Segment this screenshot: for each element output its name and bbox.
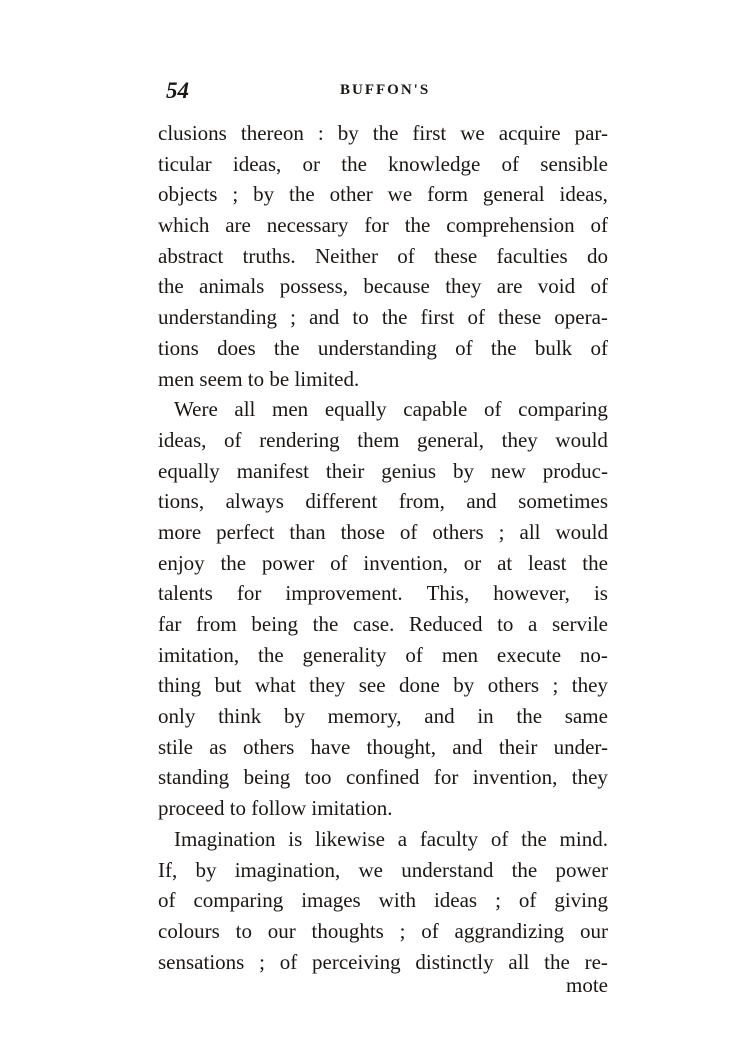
word: animals <box>199 274 265 299</box>
word: necessary <box>266 213 349 238</box>
word: of <box>397 243 415 268</box>
word: to <box>352 305 369 330</box>
word: produc- <box>542 458 608 483</box>
word: does <box>217 335 256 360</box>
word: the <box>404 213 431 238</box>
word: ; <box>232 182 239 207</box>
text-line <box>158 210 608 241</box>
word: in <box>477 704 494 729</box>
text-line <box>158 793 608 824</box>
word: the <box>341 151 367 176</box>
word: ideas, <box>158 427 207 452</box>
word: our <box>579 918 608 943</box>
word: enjoy <box>158 550 205 575</box>
word: understanding <box>158 305 277 330</box>
word: they <box>571 673 608 698</box>
word: is <box>593 581 608 606</box>
text-line <box>158 762 608 793</box>
word: sometimes <box>518 489 608 514</box>
page-number: 54 <box>166 78 189 103</box>
word: men <box>272 397 309 422</box>
word: thought, <box>366 734 436 759</box>
word: Imagination <box>174 826 276 851</box>
text-line <box>158 179 608 210</box>
word: of <box>158 888 176 913</box>
word: of <box>330 550 348 575</box>
word: form <box>427 182 468 207</box>
word: capable <box>403 397 468 422</box>
word: clusions <box>158 121 227 145</box>
word: they <box>309 673 346 698</box>
word: and <box>308 305 340 330</box>
text-line <box>158 855 608 886</box>
text-line <box>158 302 608 333</box>
word: them <box>357 427 400 452</box>
running-head: BUFFON'S <box>340 82 431 98</box>
word: under- <box>553 734 608 759</box>
word: the <box>511 857 538 882</box>
word: done <box>399 673 440 698</box>
word: of <box>455 335 473 360</box>
word: acquire <box>498 121 561 145</box>
word: think <box>218 704 262 729</box>
word: and <box>424 704 455 729</box>
line-text: men seem to be limited. <box>158 366 360 391</box>
word: different <box>305 489 378 514</box>
word: rendering <box>259 427 340 452</box>
word: re- <box>584 949 608 974</box>
word: of <box>279 949 298 974</box>
word: general, <box>416 427 484 452</box>
text-line <box>158 118 608 149</box>
word: or <box>302 151 321 176</box>
word: understanding <box>317 335 437 360</box>
word: memory, <box>327 704 402 729</box>
word: they <box>501 427 538 452</box>
word: This, <box>426 581 470 606</box>
word: others <box>432 519 484 544</box>
word: by <box>195 857 217 882</box>
word: objects <box>158 182 218 207</box>
word: have <box>310 734 351 759</box>
word: of <box>224 427 242 452</box>
word: perfect <box>216 519 275 544</box>
word: of <box>501 151 520 176</box>
word: which <box>158 213 210 238</box>
word: comparing <box>518 397 608 422</box>
word: we <box>358 857 383 882</box>
word: the <box>372 121 399 145</box>
word: of <box>590 274 608 299</box>
word: comparing <box>193 888 284 913</box>
word: would <box>555 427 608 452</box>
text-line <box>158 609 608 640</box>
word: of <box>490 826 509 851</box>
word: by <box>452 458 474 483</box>
catchword-row <box>158 970 608 1000</box>
word: the <box>289 182 315 207</box>
word: Reduced <box>408 612 483 636</box>
word: thoughts <box>311 918 384 943</box>
word: knowledge <box>388 151 481 176</box>
word: other <box>329 182 373 207</box>
word: to <box>497 612 514 636</box>
word: others <box>487 673 540 698</box>
word: the <box>521 826 547 851</box>
word: standing <box>158 765 230 790</box>
word: genius <box>381 458 437 483</box>
word: likewise <box>315 826 385 851</box>
word: a <box>528 612 538 636</box>
word: faculties <box>496 243 568 268</box>
word: invention, <box>363 550 448 575</box>
word: our <box>267 918 296 943</box>
word: imagination, <box>234 857 341 882</box>
word: ideas, <box>559 182 608 207</box>
word: others <box>243 734 295 759</box>
word: or <box>463 550 482 575</box>
word: of <box>484 397 502 422</box>
word: for <box>236 581 262 606</box>
word: void <box>537 274 576 299</box>
word: Were <box>174 397 218 422</box>
word: ; <box>399 918 406 943</box>
page-header <box>166 78 606 108</box>
word: equally <box>158 458 220 483</box>
word: servile <box>552 612 608 636</box>
word: at <box>497 550 513 575</box>
word: the <box>312 612 339 636</box>
word: for <box>433 765 459 790</box>
word: by <box>253 182 275 207</box>
text-line <box>158 640 608 671</box>
word: aggrandizing <box>454 918 565 943</box>
word: faculty <box>419 826 479 851</box>
word: these <box>498 305 542 330</box>
word: perceiving <box>312 949 401 974</box>
word: they <box>445 274 482 299</box>
word: abstract <box>158 243 224 268</box>
word: execute <box>496 642 562 667</box>
word: of <box>590 213 608 238</box>
word: always <box>225 489 284 514</box>
word: because <box>363 274 430 299</box>
word: improvement. <box>285 581 403 606</box>
word: they <box>571 765 608 790</box>
text-line <box>158 517 608 548</box>
word: least <box>528 550 567 575</box>
catchword: mote <box>566 973 608 997</box>
word: are <box>225 213 251 238</box>
word: ticular <box>158 151 212 176</box>
word: by <box>337 121 359 145</box>
word: bulk <box>534 335 573 360</box>
word: ; <box>290 305 296 330</box>
text-line <box>158 486 608 517</box>
word: of <box>399 519 418 544</box>
word: from <box>195 612 237 636</box>
word: first <box>420 305 455 330</box>
word: being <box>243 765 291 790</box>
word: ideas, <box>232 151 282 176</box>
word: the <box>220 550 247 575</box>
word: giving <box>554 888 608 913</box>
word: ; <box>552 673 559 698</box>
word: ; <box>498 519 505 544</box>
word: equally <box>324 397 387 422</box>
word: the <box>490 335 517 360</box>
word: understand <box>401 857 494 882</box>
word: a <box>397 826 408 851</box>
word: the <box>273 335 300 360</box>
word: the <box>582 550 608 575</box>
word: than <box>289 519 326 544</box>
word: but <box>214 673 242 698</box>
word: no- <box>579 642 608 667</box>
word: the <box>257 642 284 667</box>
text-line <box>158 824 608 855</box>
text-line <box>158 670 608 701</box>
text-line <box>158 701 608 732</box>
word: those <box>340 519 385 544</box>
text-line <box>158 578 608 609</box>
body-text <box>158 118 608 977</box>
word: new <box>490 458 526 483</box>
word: ; <box>259 949 265 974</box>
word: men <box>441 642 478 667</box>
word: comprehension <box>446 213 575 238</box>
word: these <box>434 243 478 268</box>
word: colours <box>158 918 220 943</box>
word: their <box>498 734 538 759</box>
word: same <box>564 704 608 729</box>
word: too <box>304 765 332 790</box>
word: confined <box>345 765 420 790</box>
word: and <box>452 734 483 759</box>
word: by <box>453 673 475 698</box>
word: thereon <box>240 121 304 145</box>
word: If, <box>158 857 178 882</box>
word: invention, <box>472 765 558 790</box>
text-line <box>158 548 608 579</box>
word: as <box>209 734 227 759</box>
word: far <box>158 612 182 636</box>
word: distinctly <box>415 949 494 974</box>
word: : <box>317 121 324 145</box>
word: we <box>460 121 485 145</box>
word: and <box>466 489 497 514</box>
word: of <box>405 642 423 667</box>
word: the <box>158 274 184 299</box>
word: ; <box>495 888 501 913</box>
word: talents <box>158 581 213 606</box>
line-text: proceed to follow imitation. <box>158 796 393 821</box>
word: general <box>482 182 545 207</box>
text-line <box>158 364 608 395</box>
word: their <box>325 458 365 483</box>
text-line <box>158 149 608 180</box>
word: imitation, <box>158 642 240 667</box>
word: of <box>590 335 608 360</box>
text-line <box>158 241 608 272</box>
word: do <box>586 243 608 268</box>
word: we <box>387 182 413 207</box>
word: manifest <box>236 458 309 483</box>
text-line <box>158 271 608 302</box>
word: by <box>283 704 305 729</box>
text-line <box>158 394 608 425</box>
word: sensible <box>540 151 608 176</box>
word: stile <box>158 734 193 759</box>
word: the <box>516 704 543 729</box>
word: only <box>158 704 196 729</box>
word: from, <box>398 489 445 514</box>
word: thing <box>158 673 202 698</box>
word: Neither <box>314 243 378 268</box>
word: par- <box>574 121 608 145</box>
word: all <box>234 397 256 422</box>
word: power <box>261 550 315 575</box>
word: tions <box>158 335 199 360</box>
word: all <box>519 519 541 544</box>
word: is <box>288 826 303 851</box>
text-line <box>158 333 608 364</box>
text-line <box>158 916 608 947</box>
word: all <box>508 949 530 974</box>
word: tions, <box>158 489 205 514</box>
word: the <box>381 305 408 330</box>
word: of <box>518 888 537 913</box>
word: with <box>378 888 416 913</box>
word: being <box>251 612 299 636</box>
word: for <box>364 213 389 238</box>
word: power <box>555 857 608 882</box>
word: of <box>421 918 439 943</box>
text-line <box>158 885 608 916</box>
text-line <box>158 732 608 763</box>
word: are <box>496 274 523 299</box>
word: of <box>467 305 485 330</box>
word: what <box>254 673 296 698</box>
word: truths. <box>242 243 296 268</box>
word: mind. <box>559 826 608 851</box>
word: possess, <box>279 274 348 299</box>
word: opera- <box>554 305 608 330</box>
word: ideas <box>433 888 478 913</box>
word: images <box>301 888 361 913</box>
word: would <box>555 519 608 544</box>
word: however, <box>493 581 570 606</box>
word: more <box>158 519 202 544</box>
word: case. <box>352 612 395 636</box>
word: see <box>358 673 386 698</box>
text-line <box>158 425 608 456</box>
word: first <box>412 121 447 145</box>
word: generality <box>302 642 387 667</box>
text-line <box>158 456 608 487</box>
word: the <box>544 949 570 974</box>
word: sensations <box>158 949 245 974</box>
word: to <box>235 918 252 943</box>
